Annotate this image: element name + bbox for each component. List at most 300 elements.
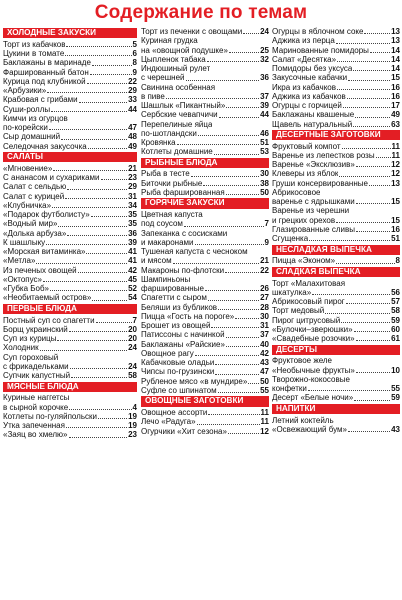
toc-entry-page: 43 bbox=[391, 424, 400, 434]
toc-entry bbox=[3, 182, 137, 191]
toc-entry-title: Кимчи из огурцов bbox=[3, 113, 68, 123]
toc-entry-title: Биточки рыбные bbox=[141, 178, 203, 188]
dot-leader bbox=[67, 235, 127, 236]
toc-entry-title: на «овощной подушке» bbox=[141, 45, 228, 55]
dot-leader bbox=[191, 176, 259, 177]
toc-entry bbox=[272, 297, 400, 306]
toc-entry-title: Суп из курицы bbox=[3, 334, 57, 344]
toc-entry-page: 22 bbox=[260, 265, 269, 275]
toc-entry-page: 26 bbox=[260, 284, 269, 294]
toc-entry bbox=[272, 27, 400, 36]
toc-entry-page: 21 bbox=[128, 163, 137, 173]
toc-entry-page: 40 bbox=[260, 339, 269, 349]
toc-entry-title: Икра из кабачков bbox=[272, 82, 336, 92]
toc-entry-page: 14 bbox=[391, 64, 400, 73]
dot-leader bbox=[92, 65, 132, 66]
section-header: НАПИТКИ bbox=[272, 404, 400, 414]
toc-entry bbox=[3, 58, 137, 67]
toc-entry-title: Брошет из овощей bbox=[141, 321, 211, 331]
toc-entry-page: 37 bbox=[260, 330, 269, 340]
toc-entry-page: 24 bbox=[260, 27, 269, 36]
toc-entry-page: 60 bbox=[391, 324, 400, 334]
dot-leader bbox=[87, 83, 128, 84]
toc-entry-page: 14 bbox=[391, 54, 400, 64]
dot-leader bbox=[308, 390, 390, 391]
toc-entry bbox=[3, 430, 137, 439]
dot-leader bbox=[342, 148, 391, 149]
dot-leader bbox=[337, 89, 390, 90]
toc-entry bbox=[3, 275, 137, 284]
toc-entry-title: Кабачковые оладьи bbox=[141, 358, 215, 368]
toc-entry-title: Суши-роллы bbox=[3, 104, 51, 114]
toc-entry bbox=[141, 247, 269, 256]
dot-leader bbox=[353, 126, 390, 127]
toc-entry-title: Беляши из бубликов bbox=[141, 302, 218, 312]
toc-entry-title: «Освежающий бум» bbox=[272, 424, 347, 434]
dot-leader bbox=[184, 226, 264, 227]
toc-entry bbox=[272, 160, 400, 169]
toc-entry-page: 8 bbox=[395, 256, 400, 266]
dot-leader bbox=[46, 244, 127, 245]
toc-entry-title: Абрикосовый пирог bbox=[272, 297, 345, 307]
toc-entry-title: Варенье из лепестков розы bbox=[272, 150, 375, 160]
toc-entry bbox=[3, 256, 137, 265]
toc-entry-page: 59 bbox=[391, 393, 400, 403]
toc-entry bbox=[3, 86, 137, 95]
toc-entry-title: «Морская витаминка» bbox=[3, 247, 86, 257]
toc-entry-page: 11 bbox=[391, 141, 400, 151]
toc-entry-title: шкатулка» bbox=[272, 287, 312, 297]
toc-column-3 bbox=[272, 27, 400, 597]
toc-entry-title: Закусочные кабачки bbox=[272, 73, 348, 83]
dot-leader bbox=[70, 368, 127, 369]
toc-entry bbox=[272, 73, 400, 82]
toc-entry-title: Варенье из черешни bbox=[272, 206, 350, 216]
toc-entry-page: 11 bbox=[391, 150, 400, 160]
toc-entry bbox=[3, 68, 137, 77]
toc-entry bbox=[3, 371, 137, 380]
toc-entry-title: Цукини в томате bbox=[3, 49, 65, 59]
toc-entry-page: 58 bbox=[128, 371, 137, 381]
dot-leader bbox=[353, 70, 390, 71]
toc-entry-title: фаршированные bbox=[141, 284, 204, 294]
toc-entry bbox=[141, 129, 269, 138]
toc-entry-title: Чипсы по-грузински bbox=[141, 367, 215, 377]
toc-entry bbox=[272, 197, 400, 206]
toc-entry bbox=[141, 219, 269, 228]
toc-entry-page: 35 bbox=[128, 210, 137, 220]
toc-entry bbox=[3, 284, 137, 293]
toc-entry-page: 11 bbox=[260, 408, 269, 418]
toc-entry bbox=[272, 188, 400, 197]
toc-entry-title: и макаронами bbox=[141, 237, 194, 247]
toc-column-1 bbox=[3, 27, 137, 597]
dot-leader bbox=[229, 52, 259, 53]
toc-entry-page: 41 bbox=[128, 256, 137, 266]
toc-entry-page: 61 bbox=[391, 334, 400, 344]
dot-leader bbox=[88, 148, 127, 149]
dot-leader bbox=[369, 185, 390, 186]
toc-entry-page: 34 bbox=[128, 200, 137, 210]
dot-leader bbox=[339, 176, 390, 177]
toc-entry-page: 22 bbox=[128, 76, 137, 86]
toc-entry-title: Сербские чевапчичи bbox=[141, 110, 218, 120]
toc-entry-page: 12 bbox=[391, 169, 400, 179]
dot-leader bbox=[348, 80, 390, 81]
toc-entry bbox=[141, 303, 269, 312]
toc-entry bbox=[272, 179, 400, 188]
toc-entry-title: С ананасом и сухариками bbox=[3, 173, 100, 183]
toc-entry-page: 56 bbox=[391, 287, 400, 297]
dot-leader bbox=[36, 263, 127, 264]
toc-entry-page: 29 bbox=[128, 86, 137, 96]
toc-entry-title: Из печеных овощей bbox=[3, 265, 77, 275]
toc-entry bbox=[272, 151, 400, 160]
toc-entry-title: Запеканка с сосисками bbox=[141, 228, 228, 238]
toc-entry bbox=[272, 306, 400, 315]
toc-entry-title: Утка запеченная bbox=[3, 421, 65, 431]
toc-entry-page: 47 bbox=[128, 123, 137, 133]
section-header: РЫБНЫЕ БЛЮДА bbox=[141, 158, 269, 168]
dot-leader bbox=[197, 424, 260, 425]
toc-entry-page: 33 bbox=[128, 95, 137, 105]
section-header: САЛАТЫ bbox=[3, 152, 137, 162]
toc-entry bbox=[141, 256, 269, 265]
dot-leader bbox=[336, 43, 390, 44]
toc-column-2 bbox=[141, 27, 269, 597]
toc-entry-title: Селедочная закусочка bbox=[3, 141, 87, 151]
toc-entry bbox=[272, 325, 400, 334]
toc-entry-title: Сгущенка bbox=[272, 234, 309, 244]
toc-entry bbox=[141, 138, 269, 147]
toc-entry-title: «Свадебные розочки» bbox=[272, 334, 355, 344]
toc-entry-page: 38 bbox=[260, 178, 269, 188]
dot-leader bbox=[211, 327, 259, 328]
toc-entry bbox=[141, 110, 269, 119]
toc-entry-title: «Арбузики» bbox=[3, 86, 47, 96]
toc-entry-title: Груши консервированные bbox=[272, 178, 368, 188]
dot-leader bbox=[235, 318, 259, 319]
toc-entry-page: 48 bbox=[128, 132, 137, 142]
toc-entry-page: 55 bbox=[260, 385, 269, 395]
toc-entry bbox=[141, 229, 269, 238]
toc-entry-title: Огурчики «Хит сезона» bbox=[141, 426, 227, 436]
toc-entry bbox=[141, 179, 269, 188]
toc-entry bbox=[141, 83, 269, 92]
toc-entry-title: Огурцы в яблочном соке bbox=[272, 27, 364, 36]
toc-entry-page: 20 bbox=[128, 324, 137, 334]
toc-entry-page: 50 bbox=[260, 376, 269, 386]
toc-entry bbox=[3, 40, 137, 49]
toc-entry bbox=[3, 421, 137, 430]
toc-entry bbox=[141, 275, 269, 284]
toc-entry bbox=[3, 343, 137, 352]
toc-entry bbox=[3, 229, 137, 238]
toc-entry bbox=[141, 210, 269, 219]
toc-entry-page: 51 bbox=[391, 234, 400, 244]
toc-entry-title: конфетки bbox=[272, 384, 307, 394]
toc-entry bbox=[272, 142, 400, 151]
toc-entry-page: 29 bbox=[128, 182, 137, 192]
toc-entry-title: Летний коктейль bbox=[272, 415, 334, 425]
toc-entry-title: «Необитаемый остров» bbox=[3, 293, 92, 303]
toc-entry bbox=[141, 36, 269, 45]
toc-entry-page: 39 bbox=[260, 101, 269, 110]
toc-entry bbox=[272, 110, 400, 119]
toc-entry-title: Пирог цитрусовый bbox=[272, 315, 341, 325]
dot-leader bbox=[198, 135, 259, 136]
toc-entry bbox=[3, 247, 137, 256]
dot-leader bbox=[195, 244, 264, 245]
dot-leader bbox=[215, 374, 259, 375]
toc-entry-title: Сыр домашний bbox=[3, 132, 61, 142]
toc-entry-page: 13 bbox=[391, 178, 400, 188]
toc-entry-title: Салат с сельдью bbox=[3, 182, 67, 192]
dot-leader bbox=[343, 107, 390, 108]
dot-leader bbox=[341, 322, 390, 323]
toc-entry-page: 39 bbox=[128, 237, 137, 247]
dot-leader bbox=[86, 253, 127, 254]
dot-leader bbox=[91, 216, 127, 217]
toc-entry bbox=[272, 55, 400, 64]
toc-entry bbox=[3, 219, 137, 228]
dot-leader bbox=[243, 33, 259, 34]
toc-entry bbox=[141, 169, 269, 178]
toc-entry-page: 23 bbox=[128, 430, 137, 440]
toc-entry bbox=[3, 334, 137, 343]
toc-entry-title: Клеверы из яблок bbox=[272, 169, 339, 179]
toc-entry bbox=[141, 64, 269, 73]
toc-entry bbox=[3, 164, 137, 173]
toc-entry-title: «Подарок футболисту» bbox=[3, 210, 90, 220]
toc-entry-title: «Мгновение» bbox=[3, 163, 53, 173]
toc-entry bbox=[3, 393, 137, 402]
toc-entry-page: 15 bbox=[391, 197, 400, 207]
toc-entry-page: 49 bbox=[128, 141, 137, 151]
toc-entry bbox=[272, 101, 400, 110]
dot-leader bbox=[53, 170, 127, 171]
section-header: СЛАДКАЯ ВЫПЕЧКА bbox=[272, 267, 400, 277]
toc-entry-page: 52 bbox=[128, 284, 137, 294]
section-header: ХОЛОДНЫЕ ЗАКУСКИ bbox=[3, 28, 137, 38]
toc-entry bbox=[3, 77, 137, 86]
toc-entry-title: Спагетти с сыром bbox=[141, 293, 207, 303]
section-header: ОВОЩНЫЕ ЗАГОТОВКИ bbox=[141, 396, 269, 406]
toc-entry-page: 42 bbox=[260, 348, 269, 358]
toc-entry-title: Фаршированный батон bbox=[3, 67, 89, 77]
toc-entry bbox=[3, 132, 137, 141]
toc-entry-title: Лечо «Радуга» bbox=[141, 417, 196, 427]
toc-entry-title: Свинина особенная bbox=[141, 82, 216, 92]
toc-entry-title: Десерт «Белые ночи» bbox=[272, 393, 354, 403]
dot-leader bbox=[219, 117, 259, 118]
toc-entry-title: «Октопус» bbox=[3, 274, 42, 284]
toc-entry-page: 51 bbox=[260, 138, 269, 147]
section-header: ДЕСЕРТЫ bbox=[272, 345, 400, 355]
toc-entry-title: по-корейски bbox=[3, 123, 48, 133]
toc-entry-title: Торт из кабачков bbox=[3, 39, 66, 49]
dot-leader bbox=[57, 340, 127, 341]
toc-entry-page: 5 bbox=[132, 39, 137, 49]
dot-leader bbox=[225, 272, 259, 273]
dot-leader bbox=[40, 350, 127, 351]
toc-entry-title: Глазированные сливы bbox=[272, 224, 355, 234]
dot-leader bbox=[356, 166, 390, 167]
toc-entry-title: Овощное ассорти bbox=[141, 408, 208, 418]
toc-entry bbox=[141, 284, 269, 293]
toc-entry-page: 30 bbox=[260, 311, 269, 321]
dot-leader bbox=[66, 46, 131, 47]
toc-entry-page: 27 bbox=[260, 293, 269, 303]
section-header: ГОРЯЧИЕ ЗАКУСКИ bbox=[141, 198, 269, 208]
toc-entry bbox=[141, 386, 269, 395]
dot-leader bbox=[43, 281, 127, 282]
dot-leader bbox=[90, 74, 132, 75]
toc-entry bbox=[272, 416, 400, 425]
toc-entry-page: 9 bbox=[264, 237, 269, 247]
dot-leader bbox=[312, 294, 390, 295]
dot-leader bbox=[49, 129, 127, 130]
dot-leader bbox=[370, 52, 390, 53]
toc-entry-page: 37 bbox=[260, 91, 269, 101]
toc-entry bbox=[141, 340, 269, 349]
toc-entry-title: с черешней bbox=[141, 73, 185, 83]
toc-entry-title: Салат с курицей bbox=[3, 191, 65, 201]
toc-entry-page: 15 bbox=[391, 215, 400, 225]
toc-entry bbox=[272, 92, 400, 101]
toc-entry bbox=[272, 279, 400, 288]
toc-entry-page: 7 bbox=[264, 219, 269, 229]
toc-entry-page: 20 bbox=[128, 334, 137, 344]
section-header: ДЕСЕРТНЫЕ ЗАГОТОВКИ bbox=[272, 130, 400, 140]
toc-entry-page: 11 bbox=[260, 417, 269, 427]
toc-entry-title: Творожно-кокосовые bbox=[272, 374, 350, 384]
toc-entry bbox=[272, 384, 400, 393]
dot-leader bbox=[218, 392, 259, 393]
toc-entry bbox=[3, 142, 137, 151]
toc-entry-page: 21 bbox=[260, 256, 269, 266]
dot-leader bbox=[205, 290, 259, 291]
toc-entry-title: «Долька арбуза» bbox=[3, 228, 67, 238]
toc-entry bbox=[141, 101, 269, 110]
dot-leader bbox=[65, 198, 127, 199]
toc-entry bbox=[272, 83, 400, 92]
toc-entry-title: Щавель натуральный bbox=[272, 119, 353, 129]
toc-entry bbox=[272, 46, 400, 55]
dot-leader bbox=[364, 33, 390, 34]
toc-entry-title: Маринованные помидоры bbox=[272, 45, 369, 55]
toc-entry-page: 53 bbox=[260, 147, 269, 157]
toc-entry bbox=[141, 238, 269, 247]
toc-entry bbox=[3, 362, 137, 371]
toc-entry-page: 57 bbox=[391, 297, 400, 307]
toc-entry-title: с фрикадельками bbox=[3, 361, 69, 371]
toc-entry-title: Котлеты по-гуляйпольски bbox=[3, 411, 97, 421]
toc-entry bbox=[272, 120, 400, 129]
dot-leader bbox=[354, 400, 390, 401]
toc-entry bbox=[141, 147, 269, 156]
toc-entry bbox=[3, 123, 137, 132]
toc-entry bbox=[141, 73, 269, 82]
toc-entry-page: 47 bbox=[260, 367, 269, 377]
toc-entry bbox=[272, 334, 400, 343]
toc-entry-page: 54 bbox=[128, 293, 137, 303]
toc-entry-title: Суфле со шпинатом bbox=[141, 385, 217, 395]
toc-entry-page: 13 bbox=[391, 36, 400, 46]
dot-leader bbox=[356, 231, 390, 232]
toc-entry bbox=[272, 366, 400, 375]
dot-leader bbox=[208, 414, 259, 415]
dot-leader bbox=[215, 364, 259, 365]
dot-leader bbox=[248, 383, 259, 384]
dot-leader bbox=[98, 418, 127, 419]
dot-leader bbox=[69, 437, 128, 438]
toc-entry-title: Кровянка bbox=[141, 138, 176, 147]
toc-entry bbox=[272, 216, 400, 225]
dot-leader bbox=[67, 189, 127, 190]
toc-entry-page: 4 bbox=[132, 402, 137, 412]
toc-entry-title: Рыба в тесте bbox=[141, 169, 190, 179]
toc-entry bbox=[272, 288, 400, 297]
dot-leader bbox=[354, 331, 391, 332]
toc-entry-title: Пицца «Эконом» bbox=[272, 256, 336, 266]
toc-entry bbox=[3, 114, 137, 123]
toc-entry-page: 25 bbox=[260, 45, 269, 55]
toc-entry bbox=[3, 201, 137, 210]
dot-leader bbox=[61, 139, 127, 140]
toc-entry-title: Шампиньоны bbox=[141, 274, 191, 284]
toc-entry-page: 44 bbox=[128, 104, 137, 114]
toc-entry-title: «Водный мир» bbox=[3, 219, 58, 229]
toc-entry-title: Овощное рагу bbox=[141, 348, 194, 358]
toc-entry bbox=[141, 330, 269, 339]
dot-leader bbox=[336, 263, 394, 264]
toc-entry-page: 23 bbox=[128, 173, 137, 183]
toc-entry bbox=[141, 349, 269, 358]
toc-entry-title: Холодник bbox=[3, 343, 39, 353]
toc-entry bbox=[272, 169, 400, 178]
toc-entry-page: 55 bbox=[391, 384, 400, 394]
dot-leader bbox=[78, 272, 127, 273]
toc-entry-page: 6 bbox=[132, 49, 137, 59]
toc-entry-title: «Метла» bbox=[3, 256, 36, 266]
toc-entry-title: Варенье «Эксклюзив» bbox=[272, 160, 355, 170]
toc-entry-title: Постный суп со спагетти bbox=[3, 315, 95, 325]
toc-entry-title: Помидоры без уксуса bbox=[272, 64, 353, 73]
toc-entry-title: и грецких орехов bbox=[272, 215, 336, 225]
dot-leader bbox=[325, 313, 390, 314]
toc-entry-page: 12 bbox=[391, 160, 400, 170]
toc-entry-title: Салат «Десятка» bbox=[272, 54, 337, 64]
dot-leader bbox=[356, 203, 390, 204]
dot-leader bbox=[336, 222, 390, 223]
toc-entry-title: Торт медовый bbox=[272, 306, 325, 316]
toc-entry bbox=[141, 417, 269, 426]
toc-entry-page: 24 bbox=[128, 343, 137, 353]
toc-entry-title: Баклажаны квашеные bbox=[272, 110, 355, 120]
dot-leader bbox=[355, 117, 390, 118]
toc-entry-title: Фруктовое желе bbox=[272, 356, 332, 366]
dot-leader bbox=[71, 377, 127, 378]
toc-entry-title: Курица под клубникой bbox=[3, 76, 86, 86]
toc-entry bbox=[3, 210, 137, 219]
toc-entry-title: Куриные наггетсы bbox=[3, 393, 70, 403]
toc-entry bbox=[272, 225, 400, 234]
toc-entry bbox=[141, 266, 269, 275]
toc-entry bbox=[141, 293, 269, 302]
dot-leader bbox=[52, 207, 127, 208]
toc-entry-title: Торт из печенки с овощами bbox=[141, 27, 243, 36]
